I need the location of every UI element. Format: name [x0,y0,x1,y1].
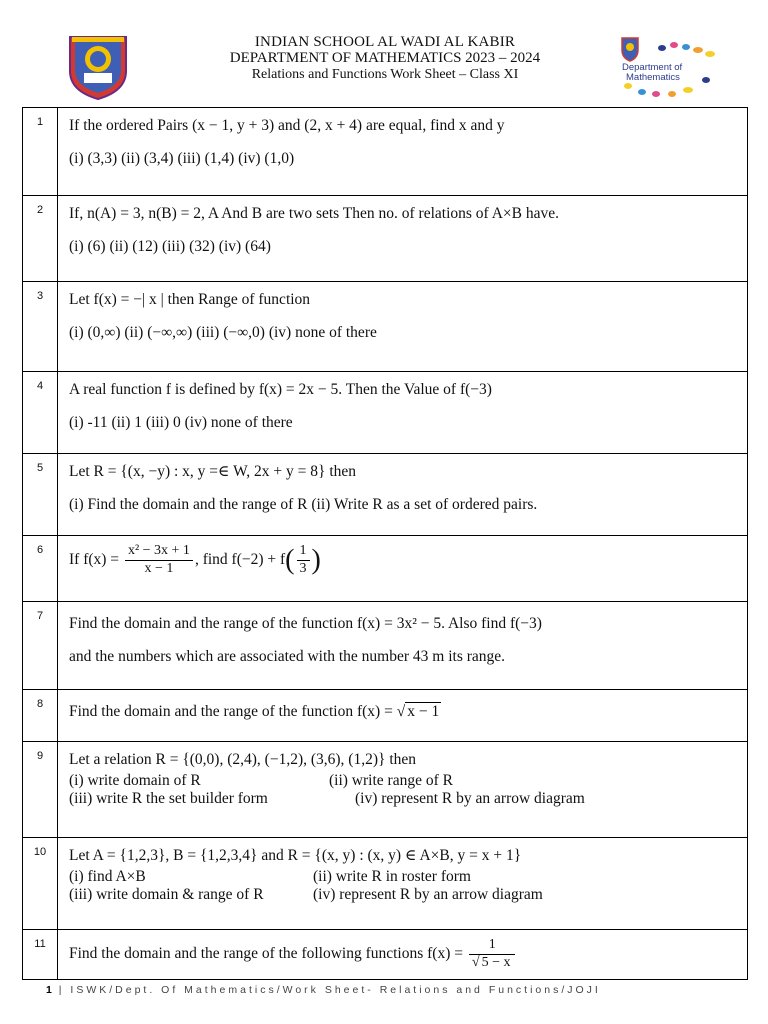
department-logo [612,34,718,100]
question-text-prefix: If f(x) = [69,550,123,568]
worksheet-subtitle: Relations and Functions Work Sheet – Class XI [251,67,519,82]
question-row [23,930,748,980]
question-text-prefix: Find the domain and the range of the function f(x) = [69,703,397,720]
question-text-middle: , find f(−2) + f [194,550,286,568]
worksheet-table [22,107,748,980]
question-text: A real function f is defined by f(x) = 2x − 5. Then the Value of f(−3) [69,381,492,398]
question-body [58,372,748,454]
question-number: 5 [23,454,58,536]
question-number: 9 [23,742,58,838]
subparts-row-1 [69,772,737,791]
question-text-prefix: Find the domain and the range of the following functions f(x) = [69,944,467,962]
question-text-continued: and the numbers which are associated with the number 43 m its range. [69,647,506,665]
fraction [469,937,516,972]
department-title: DEPARTMENT OF MATHEMATICS 2023 – 2024 [229,50,541,66]
question-row [23,690,748,742]
fraction-numerator: x² − 3x + 1 [125,543,193,561]
fraction-denominator: x − 1 [144,560,174,576]
question-text: Let R = {(x, −y) : x, y =∈ W, 2x + y = 8} then [69,463,357,480]
question-row [23,838,748,930]
header [0,0,768,104]
subparts-row-2 [69,886,737,905]
subparts-row-2 [69,790,737,809]
dept-logo-text-2: Mathematics [626,72,680,83]
question-number: 11 [23,930,58,980]
question-text [69,703,737,722]
question-row [23,282,748,372]
question-row [23,536,748,602]
question-row [23,372,748,454]
dept-logo-text-1: Department of [622,62,683,73]
subpart-iii: (iii) write R the set builder form [69,790,268,808]
question-text: Let a relation R = {(0,0), (2,4), (−1,2), (3,6), (1,2)} then [69,751,417,768]
fraction-denominator: 3 [299,560,307,576]
question-row [23,196,748,282]
question-number: 7 [23,602,58,690]
subpart-i: (i) write domain of R [69,771,201,789]
sqrt-symbol: √ [396,703,406,720]
question-body [58,838,748,930]
question-row [23,742,748,838]
subpart-iv: (iv) represent R by an arrow diagram [355,790,585,808]
question-body: If f(x) = $\frac{\text{x² − 3x + 1}}{x - 1}$ , find f(−2) + f( $\frac{1}{3}$ ) [58,536,748,602]
sqrt-radicand: x − 1 [407,703,440,720]
fraction [297,543,310,578]
question-subparts: (i) Find the domain and the range of R (ii) Write R as a set of ordered pairs. [69,495,538,513]
fraction-denominator: √ 5 − x [471,954,511,970]
question-number: 10 [23,838,58,930]
sqrt-radicand: 5 − x [481,954,511,970]
page-number: 1 [46,984,53,996]
question-text: Let A = {1,2,3}, B = {1,2,3,4} and R = {(x, y) : (x, y) ∈ A×B, y = x + 1} [69,847,522,864]
question-number: 4 [23,372,58,454]
footer-text: | ISWK/Dept. Of Mathematics/Work Sheet- Relations and Functions/JOJI [58,984,601,996]
page-footer [46,984,601,996]
subpart-iv: (iv) represent R by an arrow diagram [313,886,543,904]
subparts-row-1 [69,868,737,887]
question-number: 2 [23,196,58,282]
question-row [23,454,748,536]
question-text: Let f(x) = −| x | then Range of function [69,291,311,308]
question-text: If, n(A) = 3, n(B) = 2, A And B are two sets Then no. of relations of A×B have. [69,205,560,222]
subpart-ii: (ii) write R in roster form [313,867,471,885]
question-body [58,602,748,690]
fraction [125,543,193,578]
answer-options: (i) -11 (ii) 1 (iii) 0 (iv) none of there [69,413,293,431]
question-body [58,742,748,838]
answer-options: (i) (0,∞) (ii) (−∞,∞) (iii) (−∞,0) (iv) none of there [69,323,377,341]
school-crest-logo [66,33,130,101]
subpart-ii: (ii) write range of R [329,771,453,789]
school-name: INDIAN SCHOOL AL WADI AL KABIR [254,34,516,50]
question-body [58,196,748,282]
question-number: 1 [23,108,58,196]
question-body [58,930,748,980]
question-number: 3 [23,282,58,372]
question-row [23,602,748,690]
question-body [58,690,748,742]
fraction-numerator: 1 [297,543,310,561]
subpart-iii: (iii) write domain & range of R [69,886,264,904]
subpart-i: (i) find A×B [69,867,146,885]
question-body [58,454,748,536]
question-text: If the ordered Pairs (x − 1, y + 3) and (2, x + 4) are equal, find x and y [69,117,505,134]
question-body [58,282,748,372]
fraction-numerator: 1 [469,937,516,955]
question-text: Find the domain and the range of the function f(x) = 3x² − 5. Also find f(−3) [69,615,542,632]
answer-options: (i) (3,3) (ii) (3,4) (iii) (1,4) (iv) (1,0) [69,149,295,167]
question-body [58,108,748,196]
question-row [23,108,748,196]
question-number: 8 [23,690,58,742]
question-number: 6 [23,536,58,602]
answer-options: (i) (6) (ii) (12) (iii) (32) (iv) (64) [69,237,271,255]
